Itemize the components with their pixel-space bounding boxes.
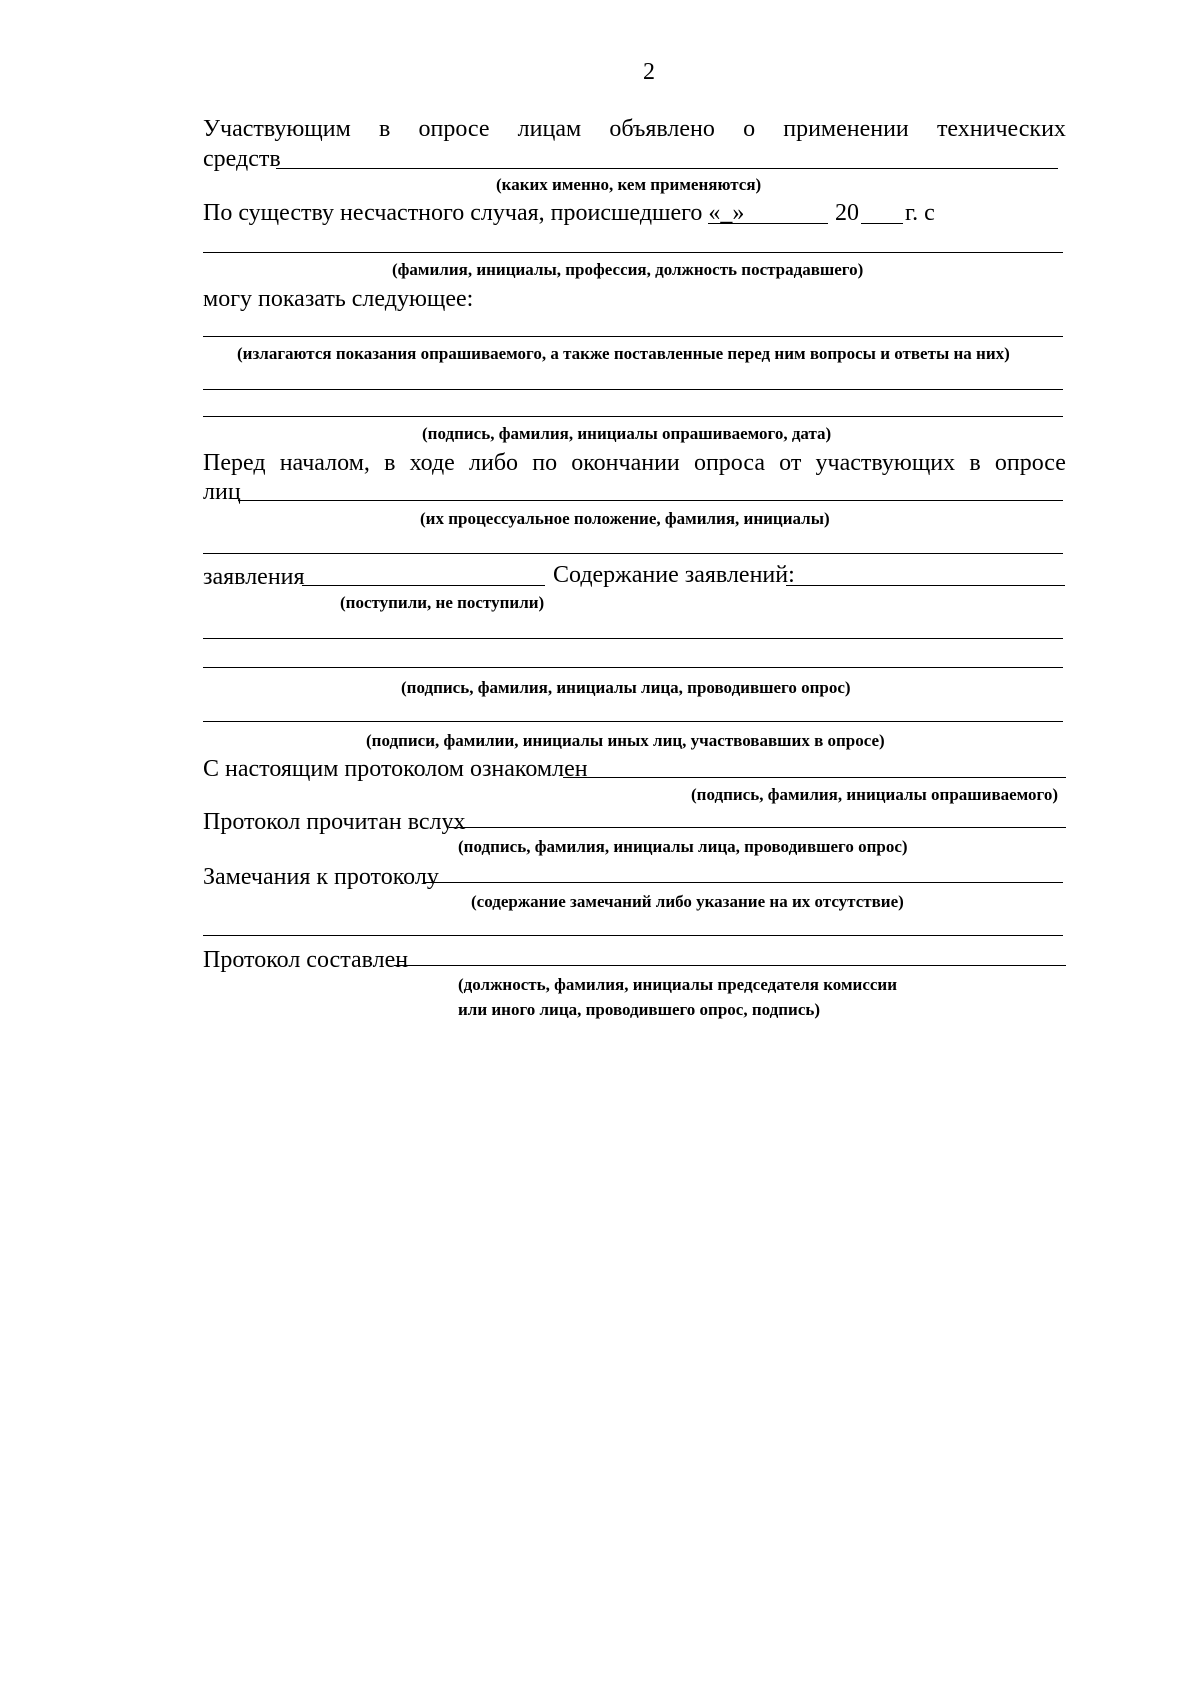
remarks-field-line2[interactable] <box>203 935 1063 936</box>
word: началом, <box>279 450 370 476</box>
technical-means-label: средств <box>203 146 281 172</box>
statements-status-field[interactable] <box>302 585 545 586</box>
acquainted-field[interactable] <box>563 777 1066 778</box>
compiled-caption-line1: (должность, фамилия, инициалы председателя комиссии <box>458 975 898 994</box>
word: опросе <box>994 450 1066 476</box>
word: применении <box>783 116 909 142</box>
testimony-signature-caption: (подпись, фамилия, инициалы опрашиваемого, дата) <box>422 424 832 443</box>
remarks-label: Замечания к протоколу <box>203 864 439 890</box>
statements-persons-field[interactable] <box>238 500 1063 501</box>
word: окончании <box>571 450 680 476</box>
incident-text: По существу несчастного случая, происшедшего «_» <box>203 200 745 226</box>
word: ходе <box>409 450 455 476</box>
word: по <box>532 450 558 476</box>
statements-persons-caption: (их процессуальное положение, фамилия, инициалы) <box>420 509 830 528</box>
victim-field[interactable] <box>203 252 1063 253</box>
compiled-field[interactable] <box>394 965 1066 966</box>
victim-caption: (фамилия, инициалы, профессия, должность пострадавшего) <box>392 260 864 279</box>
word: в <box>378 116 391 142</box>
acquainted-label: С настоящим протоколом ознакомлен <box>203 756 588 782</box>
incident-year-prefix: 20 <box>835 200 859 226</box>
word: в <box>384 450 396 476</box>
testimony-caption: (излагаются показания опрашиваемого, а также поставленные перед ним вопросы и ответы на них) <box>237 344 1010 363</box>
incident-date-field[interactable] <box>708 223 828 224</box>
word: опросе <box>418 116 490 142</box>
technical-means-caption: (каких именно, кем применяются) <box>496 175 762 194</box>
others-signature-caption: (подписи, фамилии, инициалы иных лиц, участвовавших в опросе) <box>366 731 885 750</box>
acquainted-caption: (подпись, фамилия, инициалы опрашиваемого) <box>691 785 1058 804</box>
statements-persons-label: лиц <box>203 479 241 505</box>
statements-sentence <box>203 450 1066 477</box>
compiled-label: Протокол составлен <box>203 947 409 973</box>
word: участвующих <box>815 450 956 476</box>
read-aloud-caption: (подпись, фамилия, инициалы лица, проводившего опрос) <box>458 837 908 856</box>
testimony-field-line2[interactable] <box>203 389 1063 390</box>
compiled-caption-line2: или иного лица, проводившего опрос, подпись) <box>458 1000 821 1019</box>
read-aloud-field[interactable] <box>449 827 1066 828</box>
incident-year-suffix: г. с <box>905 200 935 226</box>
technical-means-sentence <box>203 116 1066 143</box>
page-number: 2 <box>643 59 655 85</box>
word: о <box>743 116 756 142</box>
testimony-signature-field[interactable] <box>203 416 1063 417</box>
statements-label: заявления <box>203 564 305 590</box>
word: от <box>779 450 802 476</box>
statements-content-field[interactable] <box>786 585 1065 586</box>
word: объявлено <box>609 116 715 142</box>
read-aloud-label: Протокол прочитан вслух <box>203 809 466 835</box>
statements-content-label: Содержание заявлений: <box>553 562 795 588</box>
testimony-label: могу показать следующее: <box>203 286 474 312</box>
word: опроса <box>693 450 765 476</box>
statements-status-caption: (поступили, не поступили) <box>340 593 545 612</box>
statements-persons-field-line2[interactable] <box>203 553 1063 554</box>
technical-means-field[interactable] <box>276 168 1058 169</box>
word: лицам <box>517 116 582 142</box>
word: в <box>969 450 981 476</box>
others-signature-field[interactable] <box>203 721 1063 722</box>
testimony-field-line1[interactable] <box>203 336 1063 337</box>
remarks-field[interactable] <box>424 882 1063 883</box>
remarks-caption: (содержание замечаний либо указание на их отсутствие) <box>471 892 904 911</box>
word: Перед <box>203 450 266 476</box>
interviewer-signature-caption: (подпись, фамилия, инициалы лица, проводившего опрос) <box>401 678 851 697</box>
word: либо <box>469 450 519 476</box>
word: Участвующим <box>203 116 351 142</box>
word: технических <box>936 116 1066 142</box>
interviewer-signature-field[interactable] <box>203 667 1063 668</box>
statements-content-field-line2[interactable] <box>203 638 1063 639</box>
incident-year-field[interactable] <box>861 223 903 224</box>
